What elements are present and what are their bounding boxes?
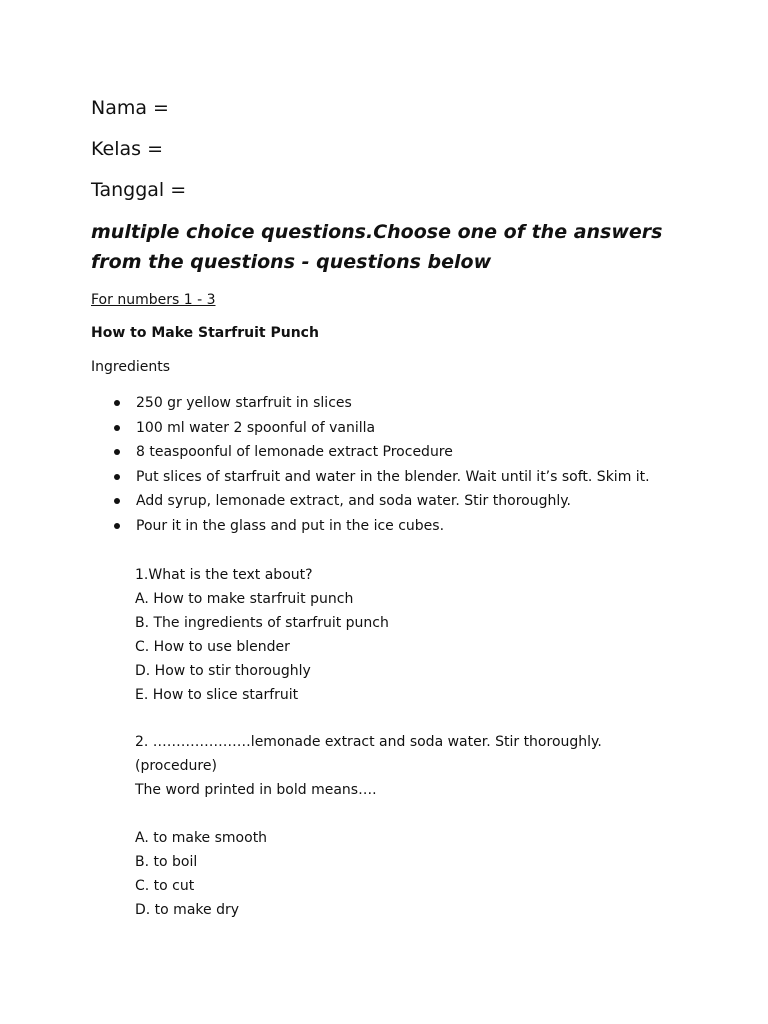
instructions-heading: multiple choice questions.Choose one of the answers from the questions - questions below	[91, 221, 663, 273]
list-item	[114, 467, 650, 492]
question-1-option-a[interactable]: A. How to make starfruit punch	[135, 591, 354, 607]
name-field-label: Nama =	[91, 97, 169, 119]
question-2	[135, 730, 602, 922]
bullet-icon	[114, 400, 120, 406]
question-1-prompt: 1.What is the text about?	[135, 567, 313, 583]
question-2-prompt: 2. …………………lemonade extract and soda water. Stir thoroughly.	[135, 734, 602, 750]
list-item	[114, 393, 650, 418]
question-1-option-e[interactable]: E. How to slice starfruit	[135, 687, 299, 703]
list-item-text: Put slices of starfruit and water in the blender. Wait until it’s soft. Skim it.	[136, 468, 650, 485]
question-1-option-b[interactable]: B. The ingredients of starfruit punch	[135, 615, 389, 631]
question-1-option-c[interactable]: C. How to use blender	[135, 639, 290, 655]
question-2-spacer	[135, 802, 602, 826]
list-item	[114, 418, 650, 443]
list-item-text: 100 ml water 2 spoonful of vanilla	[136, 419, 376, 436]
question-2-option-d[interactable]: D. to make dry	[135, 902, 240, 918]
question-2-option-b[interactable]: B. to boil	[135, 854, 198, 870]
date-field-label: Tanggal =	[91, 179, 187, 201]
list-item-text: 8 teaspoonful of lemonade extract Procedure	[136, 444, 453, 460]
question-2-prompt-word: (procedure)	[135, 758, 217, 774]
list-item	[114, 491, 650, 516]
recipe-list	[114, 393, 650, 540]
section-label: For numbers 1 - 3	[91, 292, 216, 308]
bullet-icon	[114, 449, 120, 455]
question-1	[135, 563, 389, 707]
list-item-text: 250 gr yellow starfruit in slices	[136, 395, 352, 411]
list-item-text: Pour it in the glass and put in the ice cubes.	[136, 517, 445, 534]
list-item	[114, 516, 650, 541]
list-item	[114, 442, 650, 467]
bullet-icon	[114, 498, 120, 504]
class-field-label: Kelas =	[91, 138, 163, 160]
bullet-icon	[114, 474, 120, 480]
question-2-option-c[interactable]: C. to cut	[135, 878, 195, 894]
recipe-title: How to Make Starfruit Punch	[91, 325, 319, 341]
list-item-text: Add syrup, lemonade extract, and soda water. Stir thoroughly.	[136, 493, 571, 509]
bullet-icon	[114, 425, 120, 431]
question-2-prompt-instruction: The word printed in bold means….	[135, 782, 377, 798]
ingredients-label: Ingredients	[91, 359, 170, 375]
question-2-option-a[interactable]: A. to make smooth	[135, 830, 268, 846]
bullet-icon	[114, 523, 120, 529]
question-1-option-d[interactable]: D. How to stir thoroughly	[135, 663, 311, 679]
